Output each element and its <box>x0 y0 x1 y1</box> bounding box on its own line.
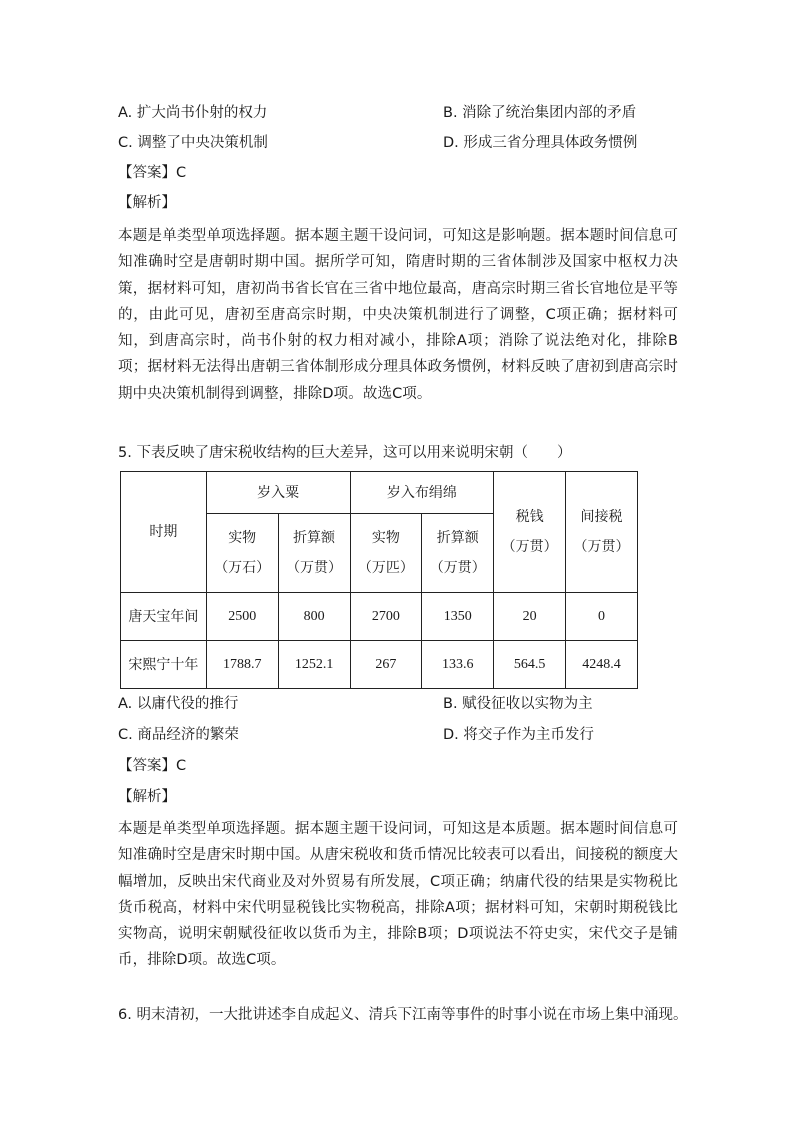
q5-answer: 【答案】C <box>118 758 187 774</box>
header-grain-conv <box>278 514 350 593</box>
q5-stem: 5. 下表反映了唐宋税收结构的巨大差异，这可以用来说明宋朝（ ） <box>118 445 572 461</box>
header-cloth-goods-unit: （万匹） <box>357 560 414 576</box>
header-cloth-conv-unit: （万贯） <box>429 560 486 576</box>
q5-analysis-label: 【解析】 <box>118 789 176 805</box>
table-row <box>121 641 638 689</box>
header-indirect <box>566 472 638 593</box>
header-indirect-label: 间接税 <box>580 509 623 525</box>
header-period: 时期 <box>121 472 207 593</box>
header-indirect-unit: （万贯） <box>573 539 630 555</box>
row-grain-conv: 1252.1 <box>278 641 350 689</box>
q5-option-b: B. 赋役征收以实物为主 <box>443 696 593 712</box>
row-cloth: 267 <box>350 641 422 689</box>
header-grain: 岁入粟 <box>206 472 350 514</box>
q4-answer: 【答案】C <box>118 165 187 181</box>
header-cloth-conv <box>422 514 494 593</box>
header-coin-unit: （万贯） <box>501 539 558 555</box>
q4-option-c: C. 调整了中央决策机制 <box>118 135 268 151</box>
row-grain: 1788.7 <box>206 641 278 689</box>
header-cloth-conv-label: 折算额 <box>436 530 479 546</box>
header-grain-goods-unit: （万石） <box>214 560 271 576</box>
q4-option-a: A. 扩大尚书仆射的权力 <box>118 105 268 121</box>
header-grain-goods <box>206 514 278 593</box>
row-coin: 564.5 <box>494 641 566 689</box>
row-coin: 20 <box>494 593 566 641</box>
q4-analysis-label: 【解析】 <box>118 195 176 211</box>
q4-option-d: D. 形成三省分理具体政务惯例 <box>443 135 638 151</box>
row-grain: 2500 <box>206 593 278 641</box>
q6-stem: 6. 明末清初，一大批讲述李自成起义、清兵下江南等事件的时事小说在市场上集中涌现。 <box>118 1007 688 1023</box>
q5-option-c: C. 商品经济的繁荣 <box>118 727 239 743</box>
row-cloth-conv: 133.6 <box>422 641 494 689</box>
header-coin-label: 税钱 <box>515 509 544 525</box>
table-row <box>121 593 638 641</box>
q4-option-b: B. 消除了统治集团内部的矛盾 <box>443 105 637 121</box>
row-cloth: 2700 <box>350 593 422 641</box>
row-period: 宋熙宁十年 <box>121 641 207 689</box>
row-indirect: 4248.4 <box>566 641 638 689</box>
header-cloth: 岁入布绢绵 <box>350 472 494 514</box>
tax-table <box>120 471 638 689</box>
q5-analysis: 本题是单类型单项选择题。据本题主题干设问词，可知这是本质题。据本题时间信息可知准确时空是唐宋时期中国。从唐宋税收和货币情况比较表可以看出，间接税的额度大幅增加，反映出宋代商业及对外贸易有所发展，C项正确；纳庸代役的结果是实物税比货币税高，材料中宋代明显税钱比实物税高，排除A项；据材料可知，宋朝时期税钱比实物高，说明宋朝赋役征收以货币为主，排除B项；D项说法不符史实，宋代交子是铺币，排除D项。故选C项。 <box>118 821 678 969</box>
row-grain-conv: 800 <box>278 593 350 641</box>
header-grain-conv-unit: （万贯） <box>286 560 343 576</box>
header-grain-goods-label: 实物 <box>228 530 257 546</box>
header-coin <box>494 472 566 593</box>
q5-option-d: D. 将交子作为主币发行 <box>443 727 594 743</box>
header-grain-conv-label: 折算额 <box>293 530 336 546</box>
q5-option-a: A. 以庸代役的推行 <box>118 696 239 712</box>
row-cloth-conv: 1350 <box>422 593 494 641</box>
q4-analysis: 本题是单类型单项选择题。据本题主题干设问词，可知这是影响题。据本题时间信息可知准确时空是唐朝时期中国。据所学可知，隋唐时期的三省体制涉及国家中枢权力决策，据材料可知，唐初尚书省长官在三省中地位最高，唐高宗时期三省长官地位是平等的，由此可见，唐初至唐高宗时期，中央决策机制进行了调整，C项正确；据材料可知，到唐高宗时，尚书仆射的权力相对减小，排除A项；消除了说法绝对化，排除B项；据材料无法得出唐朝三省体制形成分理具体政务惯例，材料反映了唐初到唐高宗时期中央决策机制得到调整，排除D项。故选C项。 <box>118 228 678 402</box>
header-cloth-goods <box>350 514 422 593</box>
header-cloth-goods-label: 实物 <box>371 530 400 546</box>
row-period: 唐天宝年间 <box>121 593 207 641</box>
row-indirect: 0 <box>566 593 638 641</box>
